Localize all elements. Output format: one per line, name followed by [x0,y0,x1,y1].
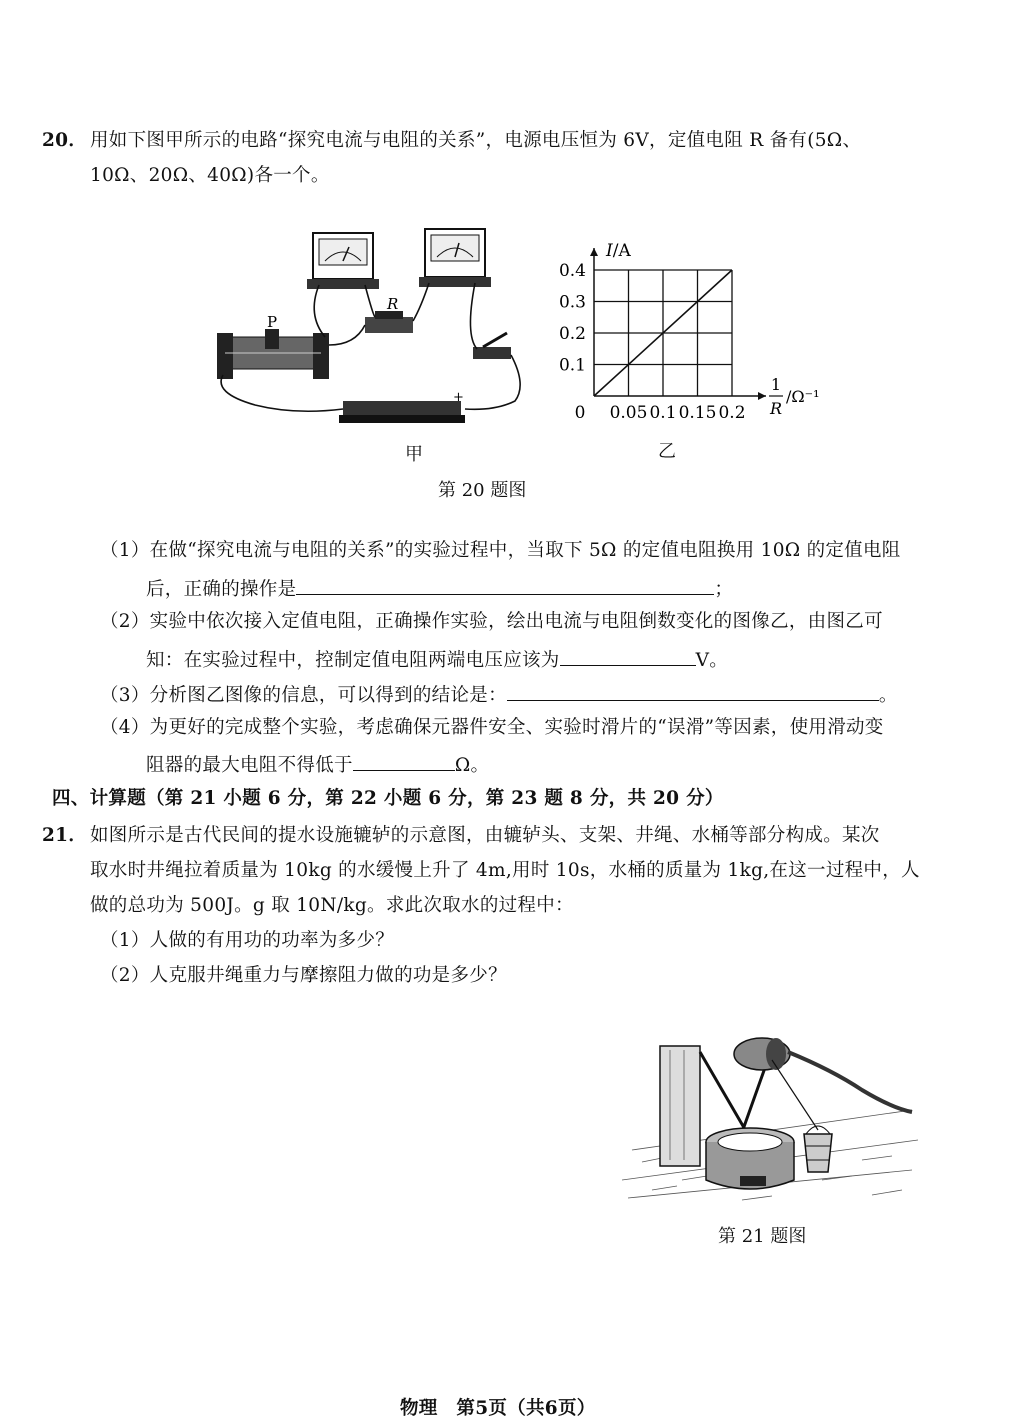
q20-sub2-line2 [146,645,728,674]
y-tick-label: 0.3 [558,292,586,313]
switch-icon [473,333,511,359]
battery-plus-label: + [453,390,464,405]
q21-stem-line3: 做的总功为 500J。g 取 10N/kg。求此次取水的过程中： [90,895,574,916]
rope-icon [772,1060,818,1130]
q20-sub2-line1: （2）实验中依次接入定值电阻，正确操作实验，绘出电流与电阻倒数变化的图像乙，由图乙可 [100,611,883,632]
answer-blank-2 [560,645,696,666]
q21-stem-line1: 如图所示是古代民间的提水设施辘轳的示意图，由辘轳头、支架、井绳、水桶等部分构成。某次 [90,825,880,846]
y-tick-label: 0.1 [558,355,586,376]
slider-label: P [267,313,278,331]
voltmeter-icon [419,229,491,287]
q20-sub2-text: 知：在实验过程中，控制定值电阻两端电压应该为 [146,650,560,671]
q20-stem-line2: 10Ω、20Ω、40Ω)各一个。 [90,165,330,186]
q20-sub4-text: 阻器的最大电阻不得低于 [146,755,353,776]
q20-sub3-line [100,680,898,709]
origin-label: 0 [574,403,586,423]
answer-blank-4 [353,750,455,771]
chart-axes [590,248,766,400]
rheostat-icon [217,329,329,379]
q20-sub3-text: （3）分析图乙图像的信息，可以得到的结论是： [100,685,507,706]
fig20-label-yi: 乙 [658,441,676,462]
q21-number: 21． [42,825,88,846]
answer-blank-1 [296,574,714,595]
answer-blank-3 [507,680,879,701]
windlass-figure [622,1030,918,1210]
x-tick-label: 0.1 [649,403,677,423]
x-label-numerator: 1 [770,375,782,394]
resistor-icon [365,311,413,333]
q21-sub1: （1）人做的有用功的功率为多少？ [100,930,395,951]
x-label-unit: /Ω⁻¹ [786,387,820,406]
x-tick-label: 0.2 [718,403,746,423]
q20-stem-line1: 用如下图甲所示的电路“探究电流与电阻的关系”，电源电压恒为 6V，定值电阻 R 备有(5Ω、 [90,130,862,151]
post-icon [660,1046,700,1166]
fig20-caption: 第 20 题图 [438,480,527,501]
bucket-icon [804,1126,832,1172]
ammeter-icon [307,233,379,289]
y-tick-label: 0.4 [558,261,586,281]
circuit-figure [215,225,525,435]
q20-sub3-end: 。 [878,685,898,706]
q20-sub1-line2 [146,574,733,603]
x-tick-label: 0.15 [678,403,717,423]
q21-sub2: （2）人克服井绳重力与摩擦阻力做的功是多少？ [100,965,507,986]
page-footer: 物理 第5页（共6页） [400,1398,596,1419]
q20-number: 20． [42,130,88,151]
q20-sub1-end: ； [714,579,734,600]
fig21-caption: 第 21 题图 [718,1226,807,1247]
q20-sub1-text: 后，正确的操作是 [146,579,297,600]
q20-sub4-end: Ω。 [454,755,490,776]
x-label-denominator: R [769,399,783,418]
q21-stem-line2: 取水时井绳拉着质量为 10kg 的水缓慢上升了 4m,用时 10s，水桶的质量为 1kg,在这一过程中，人 [90,860,920,881]
y-axis-arrow [590,248,598,256]
x-tick-label: 0.05 [609,403,648,423]
y-tick-label: 0.2 [558,324,586,344]
well-icon [706,1128,794,1189]
q20-sub1-line1: （1）在做“探究电流与电阻的关系”的实验过程中，当取下 5Ω 的定值电阻换用 10Ω 的定值电阻 [100,540,901,561]
fig20-label-jia: 甲 [405,444,423,465]
q20-sub4-line2 [146,750,489,779]
resistor-label: R [387,295,399,313]
y-axis-label: I/A [606,241,631,261]
battery-icon [339,401,465,423]
section4-title: 四、计算题（第 21 小题 6 分，第 22 小题 6 分，第 23 题 8 分，共 20 分） [52,788,724,809]
windlass-drum-icon [734,1038,912,1112]
q20-sub4-line1: （4）为更好的完成整个实验，考虑确保元器件安全、实验时滑片的“误滑”等因素，使用滑动变 [100,717,884,738]
x-axis-arrow [758,392,766,400]
q20-sub2-end: V。 [695,650,729,671]
chart-svg [548,238,848,458]
